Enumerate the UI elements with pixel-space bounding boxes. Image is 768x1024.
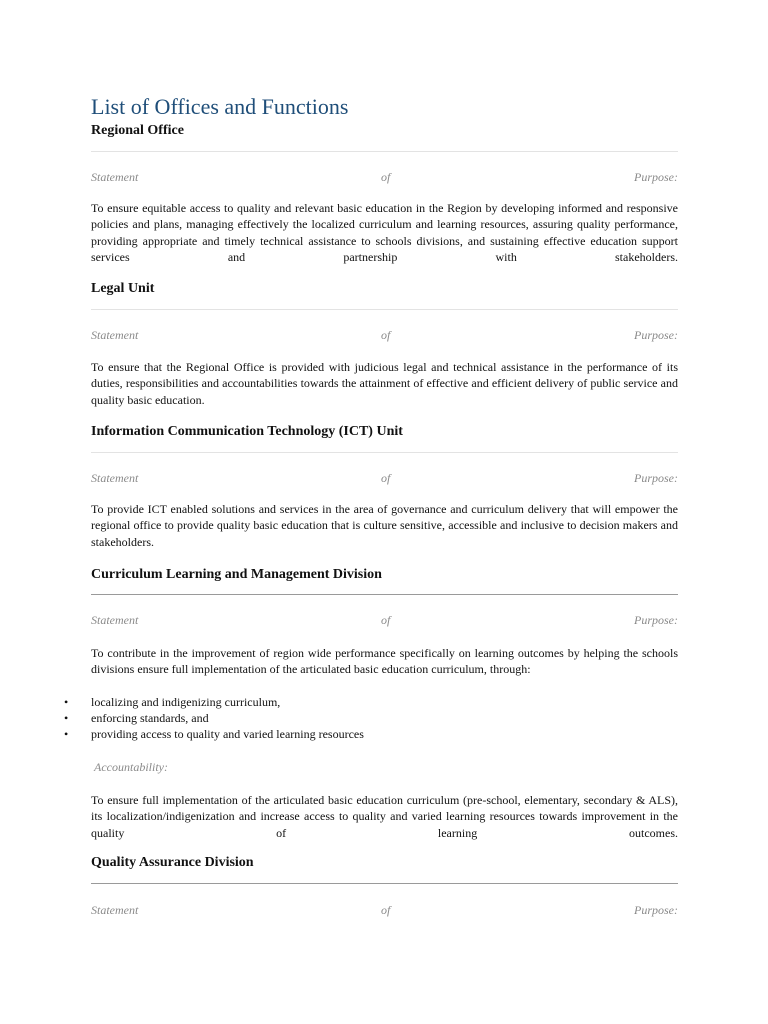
section-divider	[91, 452, 678, 453]
purpose-word: Purpose:	[634, 328, 678, 342]
list-item-text: providing access to quality and varied learning resources	[91, 727, 364, 741]
section-heading-regional-office: Regional Office	[91, 123, 184, 138]
purpose-word: Purpose:	[634, 170, 678, 184]
section-paragraph-curriculum-division: To contribute in the improvement of region wide performance specifically on learning outcomes by helping the schools divisions ensure full implementation of the articulated basic education curriculum, through:	[91, 646, 678, 677]
section-heading-curriculum-division: Curriculum Learning and Management Division	[91, 567, 382, 582]
section-heading-ict-unit: Information Communication Technology (ICT) Unit	[91, 424, 403, 439]
of-word: of	[381, 471, 391, 485]
statement-word: Statement	[91, 903, 139, 917]
purpose-word: Purpose:	[634, 613, 678, 627]
list-item	[64, 694, 364, 710]
page-title: List of Offices and Functions	[91, 94, 349, 119]
statement-of-purpose-label	[91, 471, 678, 487]
accountability-paragraph: To ensure full implementation of the articulated basic education curriculum (pre-school, elementary, secondary & ALS), its localization/indigenization and increase access to quality and varied learning resources towards improvement in the quality of learning outcomes.	[91, 793, 678, 840]
list-item-text: localizing and indigenizing curriculum,	[91, 695, 281, 709]
section-paragraph-legal-unit: To ensure that the Regional Office is provided with judicious legal and technical assistance in the performance of its duties, responsibilities and accountabilities towards the attainment of effective and efficient delivery of public service and quality basic education.	[91, 360, 678, 407]
list-item	[64, 710, 364, 726]
section-divider	[91, 594, 678, 595]
statement-word: Statement	[91, 471, 139, 485]
statement-of-purpose-label	[91, 170, 678, 186]
list-item	[64, 726, 364, 742]
bullet-icon: •	[64, 695, 69, 709]
section-paragraph-regional-office: To ensure equitable access to quality and relevant basic education in the Region by developing informed and responsive policies and plans, managing effectively the localized curriculum and learning resources, assuring quality performance, providing appropriate and timely technical assistance to schools divisions, and sustaining effective education support services and partnership with stakeholders.	[91, 201, 678, 264]
bullet-icon: •	[64, 727, 69, 741]
statement-of-purpose-label	[91, 613, 678, 629]
of-word: of	[381, 328, 391, 342]
section-divider	[91, 151, 678, 152]
statement-word: Statement	[91, 328, 139, 342]
statement-word: Statement	[91, 170, 139, 184]
bullet-icon: •	[64, 711, 69, 725]
of-word: of	[381, 903, 391, 917]
section-heading-quality-assurance: Quality Assurance Division	[91, 855, 254, 870]
accountability-label: Accountability:	[94, 760, 168, 774]
purpose-word: Purpose:	[634, 903, 678, 917]
section-divider	[91, 309, 678, 310]
section-divider	[91, 883, 678, 884]
bullet-list	[64, 694, 364, 742]
statement-of-purpose-label	[91, 328, 678, 344]
list-item-text: enforcing standards, and	[91, 711, 209, 725]
of-word: of	[381, 170, 391, 184]
statement-word: Statement	[91, 613, 139, 627]
section-heading-legal-unit: Legal Unit	[91, 281, 155, 296]
purpose-word: Purpose:	[634, 471, 678, 485]
of-word: of	[381, 613, 391, 627]
statement-of-purpose-label	[91, 903, 678, 919]
section-paragraph-ict-unit: To provide ICT enabled solutions and services in the area of governance and curriculum delivery that will empower the regional office to provide quality basic education that is culture sensitive, accessible and inclusive to decision makers and stakeholders.	[91, 502, 678, 549]
